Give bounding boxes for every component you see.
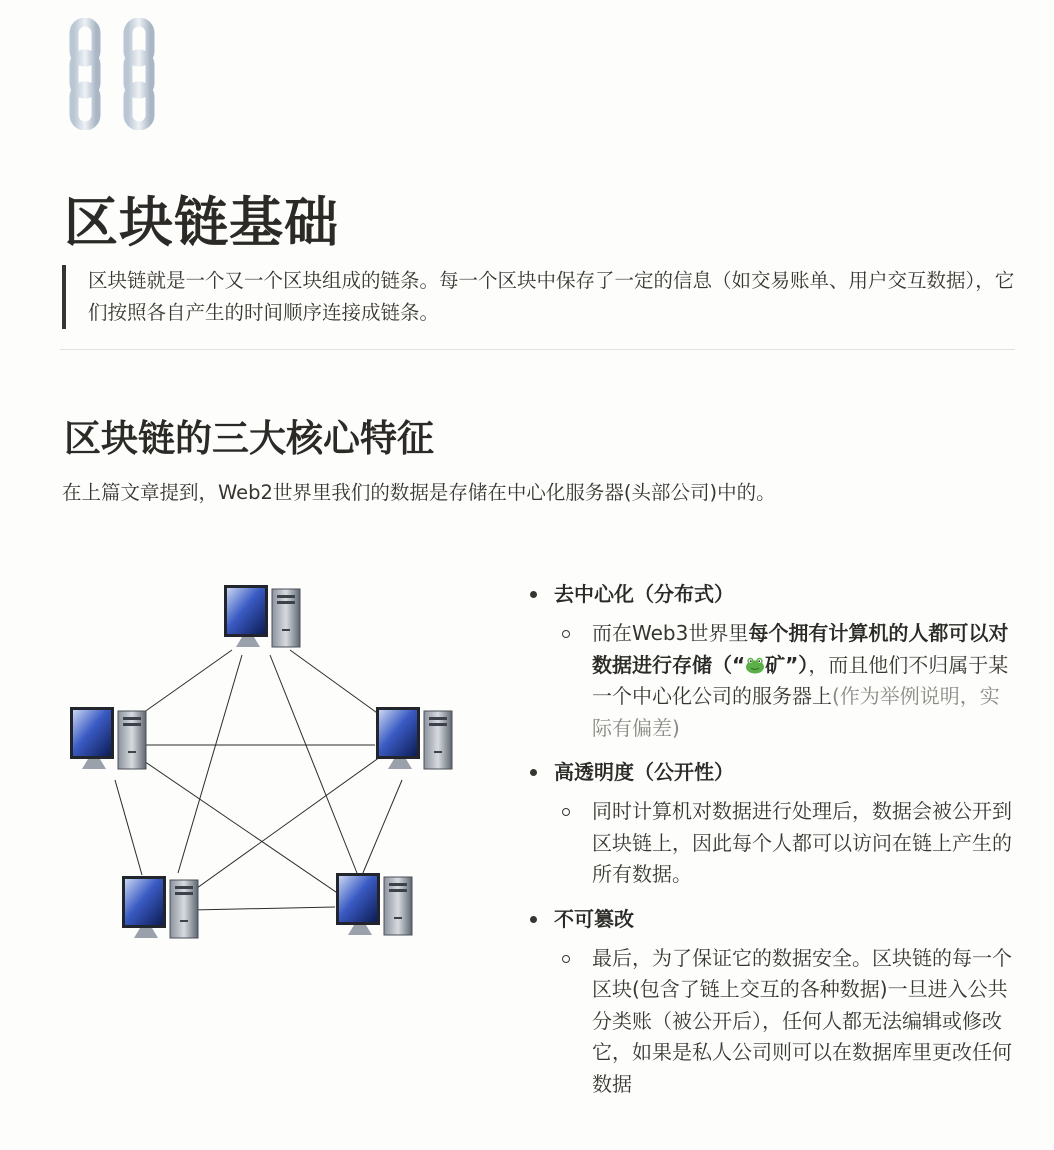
feature-decentralization-text: 而在Web3世界里每个拥有计算机的人都可以对数据进行存储（“ 矿”），而且他们不归属于某一个中心化公司的服务器上(作为举例说明，实际有偏差)	[554, 618, 1014, 744]
computer-bottom-left	[122, 876, 198, 938]
computer-top	[224, 585, 300, 647]
decentralized-network-diagram	[60, 575, 460, 965]
chain-link-icon	[66, 18, 166, 130]
intro-quote: 区块链就是一个又一个区块组成的链条。每一个区块中保存了一定的信息（如交易账单、用户交互数据），它们按照各自产生的时间顺序连接成链条。	[62, 265, 1018, 329]
computer-left	[70, 707, 146, 769]
divider	[60, 349, 1015, 350]
feature-transparency-text: 同时计算机对数据进行处理后，数据会被公开到区块链上，因此每个人都可以访问在链上产生的所有数据。	[554, 796, 1014, 891]
page-title: 区块链基础	[64, 191, 339, 254]
core-features-list	[524, 578, 1014, 1112]
feature-decentralization-title: 去中心化（分布式）	[524, 578, 1014, 610]
section-intro: 在上篇文章提到，Web2世界里我们的数据是存储在中心化服务器(头部公司)中的。	[62, 481, 776, 504]
feature-transparency-title: 高透明度（公开性）	[524, 756, 1014, 788]
feature-immutability-text: 最后，为了保证它的数据安全。区块链的每一个区块(包含了链上交互的各种数据)一旦进入公共分类账（被公开后），任何人都无法编辑或修改它，如果是私人公司则可以在数据库里更改任何数据	[554, 943, 1014, 1101]
computer-right	[376, 707, 452, 769]
frog-icon	[745, 656, 765, 674]
feature-immutability-title: 不可篡改	[524, 903, 1014, 935]
section-heading: 区块链的三大核心特征	[64, 417, 434, 460]
computer-bottom-right	[336, 873, 412, 935]
